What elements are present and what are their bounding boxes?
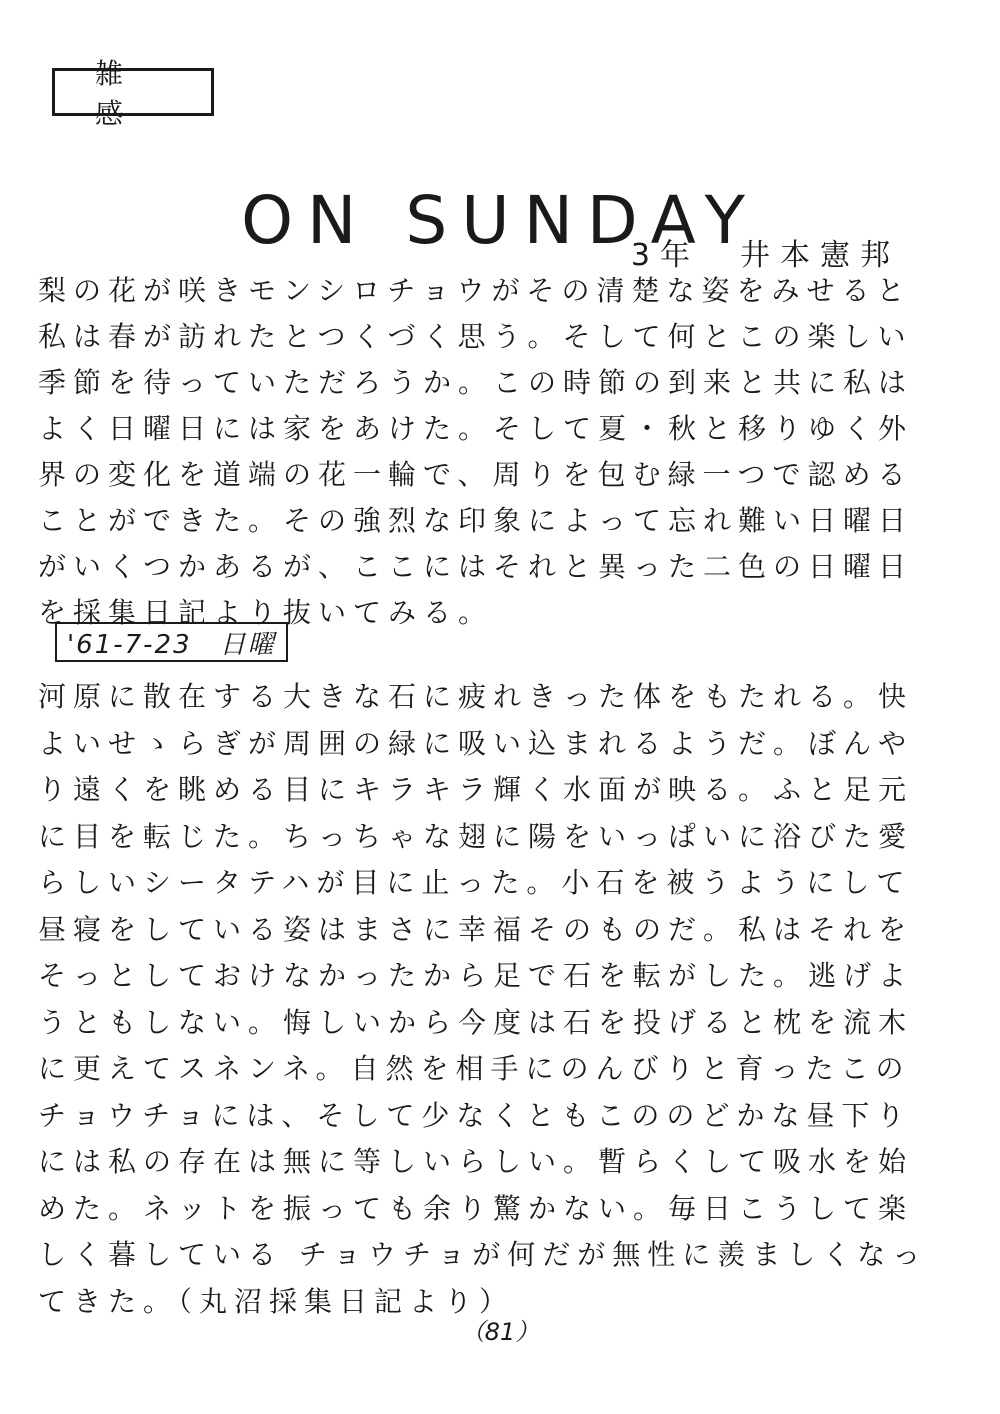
author-byline: 3年 井本憲邦 [630,238,900,273]
category-label: 雑感 [52,68,214,116]
diary-paragraph: 河原に散在する大きな石に疲れきった体をもたれる。快よいせゝらぎが周囲の緑に吸い込まれるようだ。ぼんやり遠くを眺める目にキラキラ輝く水面が映る。ふと足元に目を転じた。ちっちゃな翅に陽をいっぱいに浴びた愛らしいシータテハが目に止った。小石を被うようにして昼寝をしている姿はまさに幸福そのものだ。私はそれをそっとしておけなかったから足で石を転がした。逃げようともしない。悔しいから今度は石を投げると枕を流木に更えてスネンネ。自然を相手にのんびりと育ったこのチョウチョには、そして少なくともこののどかな昼下りには私の存在は無に等しいらしい。暫らくして吸水を始めた。ネットを振っても余り驚かない。毎日こうして楽しく暮している チョウチョが何だが無性に羨ましくなってきた。（丸沼採集日記より） [38,680,928,1318]
page-title: ON SUNDAY [241,182,759,260]
intro-paragraph: 梨の花が咲きモンシロチョウがその清楚な姿をみせると私は春が訪れたとつくづく思う。そして何とこの楽しい季節を待っていただろうか。この時節の到来と共に私はよく日曜日には家をあけた。そして夏・秋と移りゆく外界の変化を道端の花一輪で、周りを包む緑一つで認めることができた。その強烈な印象によって忘れ難い日曜日がいくつかあるが、ここにはそれと異った二色の日曜日を採集日記より抜いてみる。 [38,274,914,629]
diary-date-label: '61-7-23 日曜 [55,622,288,662]
page-number: （81） [460,1318,540,1346]
